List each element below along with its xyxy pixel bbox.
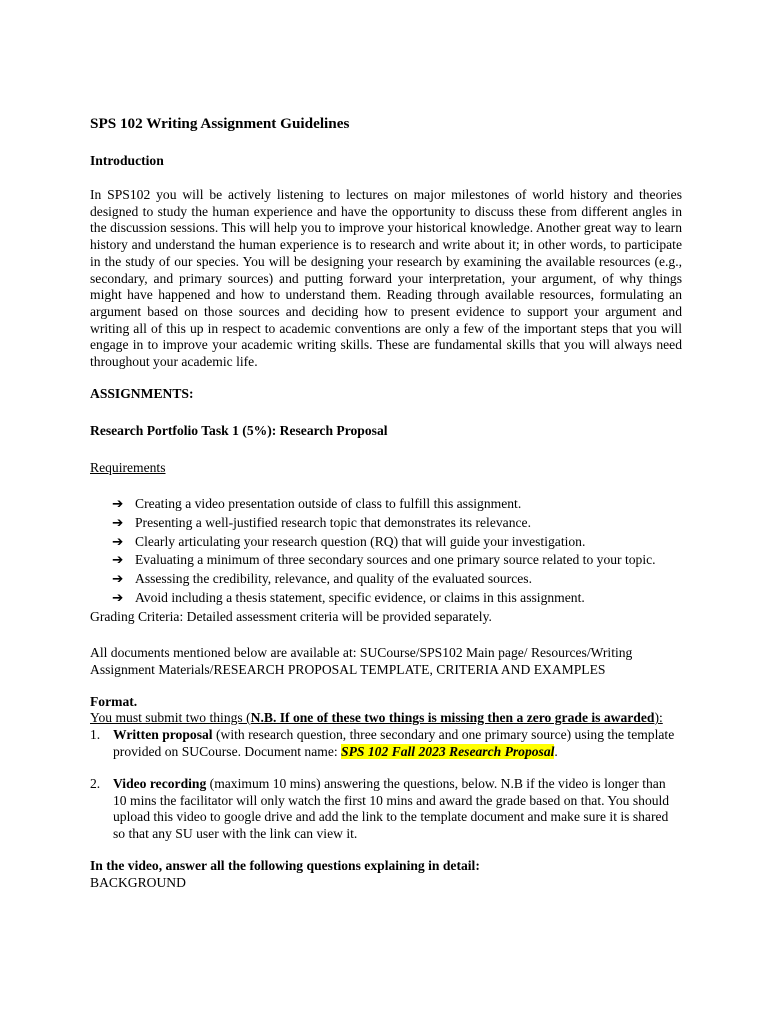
requirement-text: Presenting a well-justified research topic that demonstrates its relevance. [135,514,531,530]
documents-note: All documents mentioned below are available at: SUCourse/SPS102 Main page/ Resources/Writing Assignment Materials/RESEARCH PROPOSAL TEMPLATE, CRITERIA AND EXAMPLES [90,645,633,677]
video-questions-heading: In the video, answer all the following questions explaining in detail: [90,858,480,873]
arrow-right-icon: ➔ [112,514,124,530]
arrow-right-icon: ➔ [112,496,124,511]
task-heading: Research Portfolio Task 1 (5%): Research Proposal [90,423,388,438]
item-body: Video recording (maximum 10 mins) answering the questions, below. N.B if the video is longer than 10 mins the facilitator will only watch the first 10 mins and award the grade based on that. You should upload this video to google drive and add the link to the template document and make sure it is shared so that any SU user with the link can view it. [113,776,670,842]
requirement-text: Creating a video presentation outside of class to fulfill this assignment. [135,496,522,511]
arrow-right-icon: ➔ [112,589,124,605]
introduction-heading: Introduction [90,153,164,168]
list-item [90,552,682,571]
requirement-text: Evaluating a minimum of three secondary sources and one primary source related to your topic. [135,552,656,568]
format-heading: Format. [90,694,138,709]
requirement-text: Avoid including a thesis statement, specific evidence, or claims in this assignment. [135,589,585,605]
assignments-heading: ASSIGNMENTS: [90,386,194,401]
format-intro: You must submit two things (N.B. If one of these two things is missing then a zero grade is awarded): [90,710,663,725]
item-body: Written proposal (with research question, three secondary and one primary source) using the template provided on SUCourse. Document name: SPS 102 Fall 2023 Research Proposal. [113,727,675,759]
arrow-right-icon: ➔ [112,533,124,549]
page-title: SPS 102 Writing Assignment Guidelines [90,115,350,132]
grading-criteria: Grading Criteria: Detailed assessment criteria will be provided separately. [90,609,492,624]
introduction-paragraph: In SPS102 you will be actively listening to lectures on major milestones of world history and theories designed to study the human experience and have the opportunity to discuss these from different angles in the discussion sessions. This will help you to improve your historical knowledge. Another great way to learn history and understand the human experience is to research and write about it; in other words, to participate in the study of our species. You will be designing your research by examining the available resources (e.g., secondary, and primary sources) and putting forward your interpretation, your argument, of why things might have happened and how to understand them. Reading through available resources, formulating an argument based on those sources and deciding how to present evidence to support your argument and writing all of this up in respect to academic conventions are only a few of the important steps that you will engage in to improve your academic writing skills. These are fundamental skills that you will always need throughout your academic life. [90,187,682,370]
arrow-right-icon: ➔ [112,571,124,587]
list-item [90,571,682,590]
requirements-list [90,496,682,609]
requirement-text: Clearly articulating your research question (RQ) that will guide your investigation. [135,533,586,549]
list-item [90,515,682,534]
background-label: BACKGROUND [90,875,186,890]
item-number: 1. [90,727,101,742]
document-name-highlight: SPS 102 Fall 2023 Research Proposal [341,743,555,759]
list-item [90,590,682,609]
requirements-heading: Requirements [90,460,166,475]
list-item [90,496,682,515]
item-number: 2. [90,776,101,791]
list-item [90,534,682,553]
arrow-right-icon: ➔ [112,552,124,568]
requirement-text: Assessing the credibility, relevance, and quality of the evaluated sources. [135,571,532,587]
